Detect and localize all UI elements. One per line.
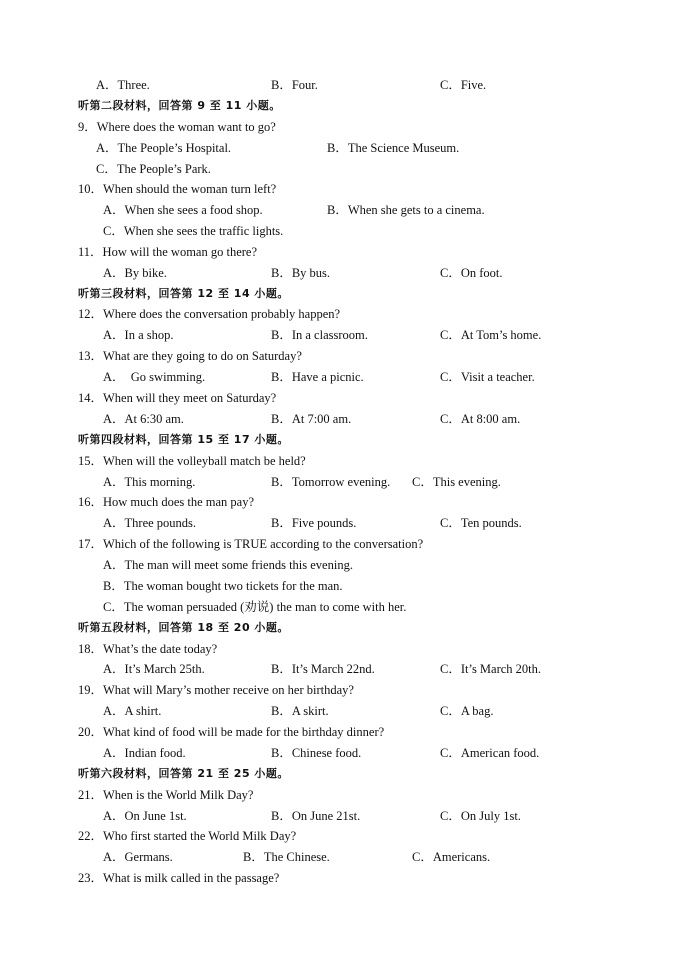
question-19: 19．What will Mary’s mother receive on her birthday? [78,683,354,697]
option-a: A．When she sees a food shop. [103,203,263,217]
option-a: A．Three. [96,78,150,92]
question-23: 23．What is milk called in the passage? [78,871,280,885]
option-c: C．On foot. [440,266,503,280]
option-a: A．This morning. [103,475,196,489]
option-b: B．In a classroom. [271,328,368,342]
question-12: 12．Where does the conversation probably happen? [78,307,341,321]
option-c: C．Americans. [412,850,491,864]
question-21: 21．When is the World Milk Day? [78,788,254,802]
option-a: A．On June 1st. [103,809,187,823]
q9-options-row1 [0,140,688,156]
option-a: A．By bike. [103,266,167,280]
question-22: 22．Who first started the World Milk Day? [78,829,297,843]
q13-options [0,369,688,385]
question-9: 9．Where does the woman want to go? [78,120,276,134]
option-b: B．It’s March 22nd. [271,662,375,676]
option-c: C．American food. [440,746,540,760]
option-b: B．On June 21st. [271,809,361,823]
option-a: A．It’s March 25th. [103,662,205,676]
option-b: B．The Chinese. [243,850,330,864]
question-18: 18．What’s the date today? [78,642,218,656]
option-c: C．This evening. [412,475,501,489]
q12-options [0,327,688,343]
q21-options [0,808,688,824]
option-b: B．Chinese food. [271,746,362,760]
section-heading-6: 听第六段材料，回答第 21 至 25 小题。 [78,767,289,780]
q15-options [0,474,688,490]
option-a: A．A shirt. [103,704,162,718]
q16-options [0,515,688,531]
option-a: A．Germans. [103,850,173,864]
q19-options [0,703,688,719]
q18-options [0,661,688,677]
option-b: B．Tomorrow evening. [271,475,391,489]
option-a: A． Go swimming. [103,370,206,384]
option-c: C．At Tom’s home. [440,328,542,342]
option-a: A．Indian food. [103,746,186,760]
question-14: 14．When will they meet on Saturday? [78,391,277,405]
section-heading-2: 听第二段材料，回答第 9 至 11 小题。 [78,99,281,112]
option-a: A．Three pounds. [103,516,197,530]
question-17: 17．Which of the following is TRUE according to the conversation? [78,537,424,551]
q17-option-b: B．The woman bought two tickets for the man. [103,579,343,593]
q10-options-row1 [0,202,688,218]
option-c: C．Five. [440,78,487,92]
option-b: B．The Science Museum. [327,141,460,155]
q17-option-c: C．The woman persuaded (劝说) the man to come with her. [103,600,407,614]
option-b: B．At 7:00 am. [271,412,352,426]
question-16: 16．How much does the man pay? [78,495,255,509]
q8-options [0,77,688,93]
question-15: 15．When will the volleyball match be held? [78,454,306,468]
question-11: 11．How will the woman go there? [78,245,258,259]
section-heading-5: 听第五段材料，回答第 18 至 20 小题。 [78,621,289,634]
option-b: B．A skirt. [271,704,329,718]
question-10: 10．When should the woman turn left? [78,182,277,196]
option-b: B．Five pounds. [271,516,357,530]
section-heading-4: 听第四段材料，回答第 15 至 17 小题。 [78,433,289,446]
question-13: 13．What are they going to do on Saturday? [78,349,302,363]
q20-options [0,745,688,761]
option-a: A．At 6:30 am. [103,412,184,426]
option-b: B．When she gets to a cinema. [327,203,485,217]
option-b: B．Have a picnic. [271,370,364,384]
option-a: A．In a shop. [103,328,174,342]
option-c: C．Visit a teacher. [440,370,535,384]
q22-options [0,849,688,865]
option-c: C．It’s March 20th. [440,662,542,676]
q17-option-a: A．The man will meet some friends this evening. [103,558,353,572]
option-a: A．The People’s Hospital. [96,141,232,155]
option-c: C．A bag. [440,704,494,718]
option-b: B．Four. [271,78,318,92]
option-c: C．At 8:00 am. [440,412,521,426]
section-heading-3: 听第三段材料，回答第 12 至 14 小题。 [78,287,289,300]
question-20: 20．What kind of food will be made for the birthday dinner? [78,725,385,739]
option-c: C．On July 1st. [440,809,521,823]
option-b: B．By bus. [271,266,331,280]
q10-option-c: C．When she sees the traffic lights. [103,224,284,238]
q11-options [0,265,688,281]
q9-option-c: C．The People’s Park. [96,162,211,176]
option-c: C．Ten pounds. [440,516,522,530]
q14-options [0,411,688,427]
